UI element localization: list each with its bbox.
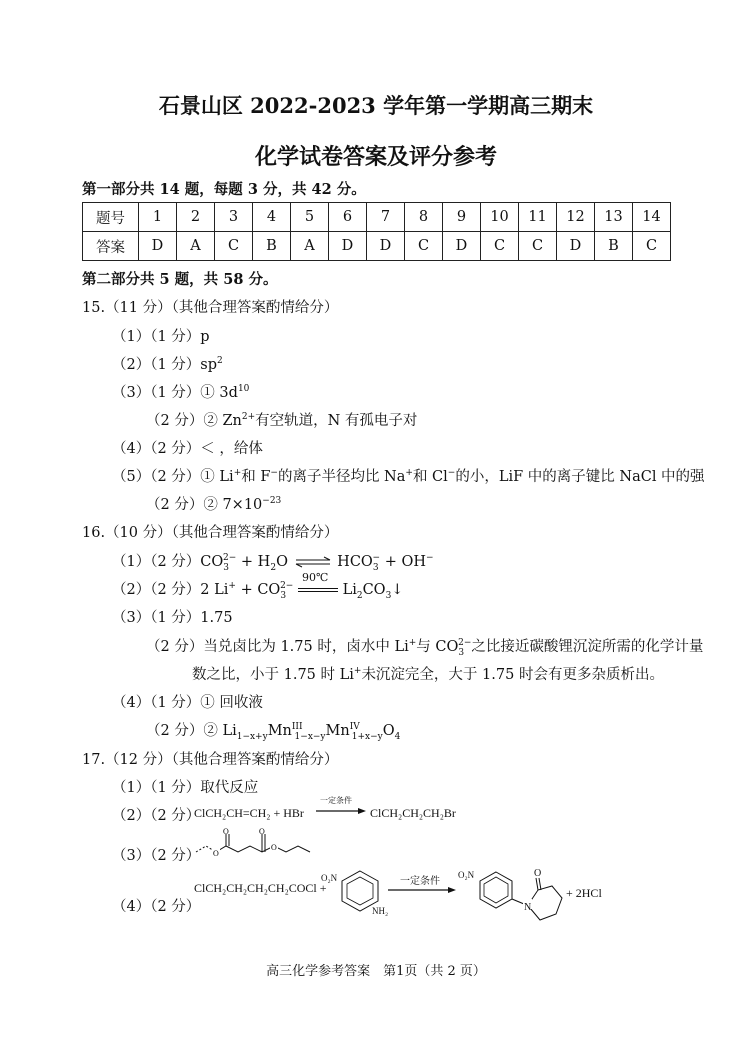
svg-text:O: O: [271, 843, 277, 852]
q16-line7: （2 分）② $Li_{1-x+y}Mn^{III}_{1-x-y}Mn^{IV}_{1+x-y}O_4$: [146, 722, 401, 742]
q15-line3: （3）（1 分）① $3d^{10}$: [112, 384, 250, 401]
q17-line2-label: （2）（2 分）: [112, 808, 201, 824]
part1-intro: 第一部分共 14 题，每题 3 分，共 42 分。: [82, 181, 366, 198]
diethyl-malonate-structure: [192, 826, 322, 866]
cell-number: 13: [595, 203, 633, 232]
q16-line4: （2 分）当兑卤比为 1.75 时，卤水中 Li+与 $CO_3^{2-}$之比接近碳酸锂沉淀所需的化学计量: [146, 638, 704, 658]
q17-acyl-chloride: ClCH₂CH₂CH₂CH₂COCl +: [194, 881, 327, 895]
q16-line6: （4）（1 分）① 回收液: [112, 695, 263, 711]
cell-answer: C: [405, 232, 443, 261]
cell-number: 12: [557, 203, 595, 232]
q17-line1: （1）（1 分）取代反应: [112, 780, 259, 796]
cell-answer: B: [595, 232, 633, 261]
cell-answer: C: [519, 232, 557, 261]
q15-line5: （4）（2 分）＜ ，给体: [112, 441, 263, 457]
table-row-answers: [83, 232, 671, 261]
answer-table: [82, 202, 671, 261]
cell-number: 6: [329, 203, 367, 232]
row-label-number: 题号: [83, 203, 139, 232]
cell-number: 7: [367, 203, 405, 232]
cell-number: 10: [481, 203, 519, 232]
cell-answer: B: [253, 232, 291, 261]
q17-heading: 17.（12 分）（其他合理答案酌情给分）: [82, 752, 339, 768]
page-subtitle: 化学试卷答案及评分参考: [254, 144, 497, 170]
q17-reactant: ClCH₂CH=CH₂ + HBr: [194, 806, 304, 820]
cell-answer: A: [177, 232, 215, 261]
cell-number: 8: [405, 203, 443, 232]
oxygen-label: O: [534, 868, 542, 879]
row-label-answer: 答案: [83, 232, 139, 261]
reaction-arrow: [388, 872, 456, 890]
q16-line2: （2）（2 分）2 $Li^+ + CO_3^{2-}$ 90℃ $Li_2CO_3↓$: [112, 571, 404, 601]
cell-number: 1: [139, 203, 177, 232]
cell-answer: D: [139, 232, 177, 261]
q16-heading: 16.（10 分）（其他合理答案酌情给分）: [82, 525, 339, 541]
q15-line2: （2）（1 分）$sp^2$: [112, 356, 223, 373]
q17-product: ClCH₂CH₂CH₂Br: [370, 806, 456, 820]
cell-answer: D: [443, 232, 481, 261]
cell-number: 5: [291, 203, 329, 232]
reaction-condition-arrow: [298, 571, 338, 597]
arrow-right-icon: [316, 807, 366, 815]
cell-number: 2: [177, 203, 215, 232]
q15-line1: （1）（1 分）p: [112, 329, 210, 345]
page-footer: 高三化学参考答案 第1页（共 2 页）: [266, 964, 486, 979]
part2-intro: 第二部分共 5 题，共 58 分。: [82, 271, 278, 288]
cell-number: 4: [253, 203, 291, 232]
cell-number: 9: [443, 203, 481, 232]
svg-text:O: O: [259, 827, 265, 836]
reaction-condition: 一定条件: [400, 876, 440, 887]
table-row-numbers: [83, 203, 671, 232]
q15-line7: （2 分）② $7\times 10^{-23}$: [146, 496, 282, 513]
hcl-byproduct: + 2HCl: [566, 886, 602, 900]
cell-number: 11: [519, 203, 557, 232]
q15-heading: 15.（11 分）（其他合理答案酌情给分）: [82, 300, 339, 316]
q15-line4: （2 分）② $Zn^{2+}$有空轨道，N 有孤电子对: [146, 412, 418, 429]
svg-text:O: O: [223, 827, 229, 836]
q16-line5: 数之比，小于 1.75 时 Li+未沉淀完全，大于 1.75 时会有更多杂质析出。: [192, 666, 664, 683]
cell-answer: C: [481, 232, 519, 261]
equilibrium-arrow-icon: [293, 556, 333, 568]
page-title: 石景山区 2022-2023 学年第一学期高三期末: [158, 93, 594, 118]
q15-line6: （5）（2 分）① Li+和 F−的离子半径均比 Na+和 Cl−的小，LiF 中的离子键比 NaCl 中的强: [112, 468, 705, 485]
cell-answer: A: [291, 232, 329, 261]
cell-number: 14: [633, 203, 671, 232]
nitro-label: O₂N: [458, 870, 475, 880]
nitrogen-label: N: [524, 902, 532, 913]
q16-line1: （1）（2 分）$CO_3^{2-} + H_2O$ $HCO_3^- + OH^-$: [112, 553, 434, 573]
q17-line3-label: （3）（2 分）: [112, 848, 201, 864]
arrow-right-icon: [388, 886, 456, 894]
reaction-condition: 一定条件: [320, 796, 352, 805]
cell-answer: D: [557, 232, 595, 261]
q16-line3: （3）（1 分）1.75: [112, 610, 233, 626]
cell-answer: D: [329, 232, 367, 261]
lactam-product-structure: [476, 866, 586, 936]
amino-label: NH₂: [372, 906, 389, 916]
cell-answer: C: [215, 232, 253, 261]
reaction-arrow: [316, 797, 366, 815]
q17-line4-label: （4）（2 分）: [112, 899, 201, 915]
cell-answer: C: [633, 232, 671, 261]
cell-answer: D: [367, 232, 405, 261]
cell-number: 3: [215, 203, 253, 232]
reaction-condition: 90℃: [301, 571, 329, 584]
svg-text:O: O: [213, 849, 219, 858]
nitro-label: O₂N: [321, 873, 338, 883]
